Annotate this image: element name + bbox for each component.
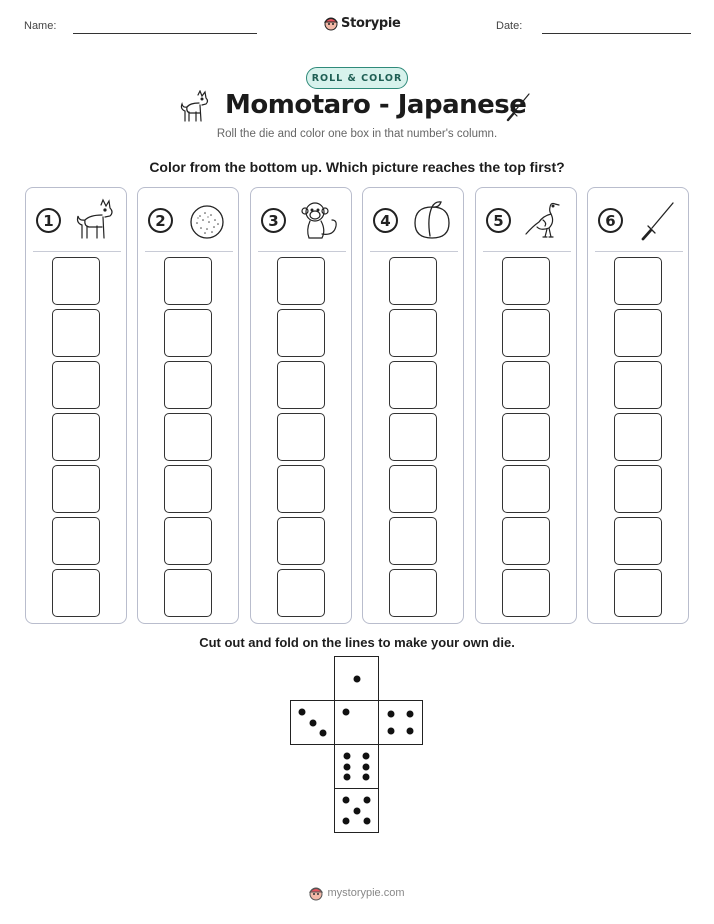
die-pip xyxy=(364,818,371,825)
die-face-3 xyxy=(290,700,335,745)
die-pip xyxy=(342,818,349,825)
color-box[interactable] xyxy=(389,569,437,617)
dog-icon xyxy=(73,198,117,242)
color-box[interactable] xyxy=(164,465,212,513)
page-title: Momotaro - Japanese xyxy=(225,90,527,120)
color-box[interactable] xyxy=(52,413,100,461)
color-box[interactable] xyxy=(502,517,550,565)
die-pip xyxy=(362,763,369,770)
column-header xyxy=(33,194,121,252)
color-box[interactable] xyxy=(614,413,662,461)
color-box[interactable] xyxy=(277,517,325,565)
column-6 xyxy=(587,187,689,624)
color-box[interactable] xyxy=(614,309,662,357)
color-box[interactable] xyxy=(389,413,437,461)
color-box[interactable] xyxy=(502,413,550,461)
color-box[interactable] xyxy=(164,413,212,461)
column-5 xyxy=(475,187,577,624)
sword-icon xyxy=(505,92,531,122)
die-pip xyxy=(320,730,327,737)
color-box[interactable] xyxy=(164,309,212,357)
color-box[interactable] xyxy=(389,361,437,409)
color-box[interactable] xyxy=(277,569,325,617)
die-pip xyxy=(353,675,360,682)
roll-color-badge: ROLL & COLOR xyxy=(306,67,408,89)
color-box[interactable] xyxy=(614,465,662,513)
die-pip xyxy=(362,774,369,781)
die-face-1-center xyxy=(334,700,379,745)
die-pip xyxy=(362,752,369,759)
color-box[interactable] xyxy=(502,465,550,513)
color-box[interactable] xyxy=(52,309,100,357)
color-box[interactable] xyxy=(164,517,212,565)
column-header xyxy=(483,194,571,252)
color-box[interactable] xyxy=(389,309,437,357)
column-header xyxy=(145,194,233,252)
die-pip xyxy=(344,774,351,781)
pheasant-icon xyxy=(523,198,567,242)
color-box[interactable] xyxy=(52,465,100,513)
color-box[interactable] xyxy=(52,569,100,617)
color-box[interactable] xyxy=(389,257,437,305)
cut-instruction: Cut out and fold on the lines to make your own die. xyxy=(199,635,515,650)
column-number: 4 xyxy=(373,208,398,233)
color-box[interactable] xyxy=(389,465,437,513)
date-label: Date: xyxy=(496,20,523,32)
brand-name: Storypie xyxy=(341,15,401,31)
color-box[interactable] xyxy=(614,569,662,617)
column-3 xyxy=(250,187,352,624)
die-pip xyxy=(344,752,351,759)
column-1 xyxy=(25,187,127,624)
die-pip xyxy=(342,796,349,803)
color-box[interactable] xyxy=(277,465,325,513)
die-pip xyxy=(364,796,371,803)
column-2 xyxy=(137,187,239,624)
subtitle: Roll the die and color one box in that number's column. xyxy=(216,128,498,140)
die-face-1 xyxy=(334,656,379,701)
die-pip xyxy=(353,807,360,814)
title-row xyxy=(0,90,714,128)
storypie-mascot-icon xyxy=(309,885,323,901)
die-face-5 xyxy=(334,788,379,833)
monkey-icon xyxy=(298,198,342,242)
footer xyxy=(0,885,714,901)
column-number: 1 xyxy=(36,208,61,233)
storypie-mascot-icon xyxy=(324,15,338,31)
column-number: 5 xyxy=(486,208,511,233)
die-pip xyxy=(388,728,395,735)
color-instruction: Color from the bottom up. Which picture reaches the top first? xyxy=(149,159,565,175)
die-pip xyxy=(309,719,316,726)
name-line[interactable] xyxy=(73,33,257,34)
column-number: 3 xyxy=(261,208,286,233)
color-box[interactable] xyxy=(502,569,550,617)
color-box[interactable] xyxy=(164,361,212,409)
color-box[interactable] xyxy=(52,517,100,565)
color-box[interactable] xyxy=(614,517,662,565)
column-header xyxy=(258,194,346,252)
color-box[interactable] xyxy=(164,569,212,617)
color-box[interactable] xyxy=(277,257,325,305)
die-pip xyxy=(406,710,413,717)
date-line[interactable] xyxy=(542,33,691,34)
die-pip xyxy=(298,708,305,715)
color-box[interactable] xyxy=(277,361,325,409)
color-box[interactable] xyxy=(502,309,550,357)
die-pip xyxy=(344,763,351,770)
name-label: Name: xyxy=(24,20,57,32)
peach-icon xyxy=(410,198,454,242)
color-box[interactable] xyxy=(277,413,325,461)
color-box[interactable] xyxy=(614,257,662,305)
footer-url[interactable]: mystorypie.com xyxy=(327,887,405,899)
column-number: 2 xyxy=(148,208,173,233)
color-box[interactable] xyxy=(389,517,437,565)
color-box[interactable] xyxy=(52,257,100,305)
column-header xyxy=(370,194,458,252)
brand-logo xyxy=(324,12,401,34)
color-box[interactable] xyxy=(277,309,325,357)
dog-icon xyxy=(178,90,212,124)
die-pip xyxy=(342,708,349,715)
color-box[interactable] xyxy=(502,257,550,305)
color-box[interactable] xyxy=(164,257,212,305)
column-header xyxy=(595,194,683,252)
color-box[interactable] xyxy=(614,361,662,409)
millet-dumpling-icon xyxy=(185,198,229,242)
sword-icon xyxy=(635,198,679,242)
die-pip xyxy=(406,728,413,735)
die-face-6 xyxy=(334,744,379,789)
die-pip xyxy=(388,710,395,717)
die-face-4 xyxy=(378,700,423,745)
column-number: 6 xyxy=(598,208,623,233)
color-box[interactable] xyxy=(52,361,100,409)
column-4 xyxy=(362,187,464,624)
color-box[interactable] xyxy=(502,361,550,409)
